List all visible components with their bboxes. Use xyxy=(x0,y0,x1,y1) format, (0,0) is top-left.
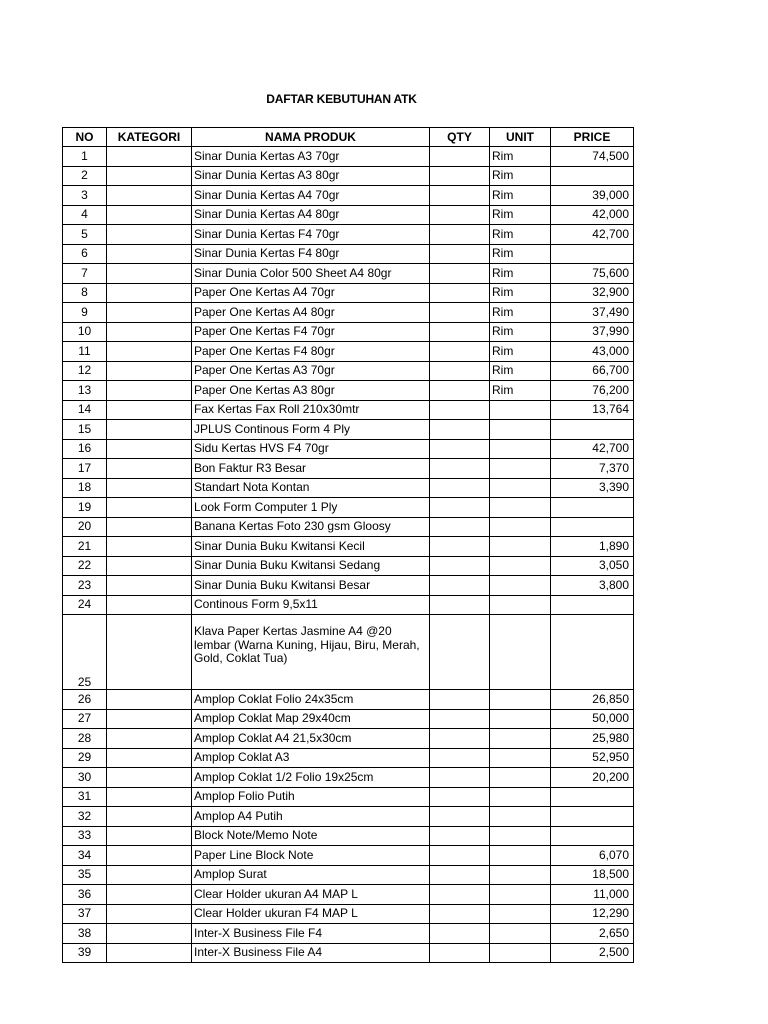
cell-nama-produk: Standart Nota Kontan xyxy=(192,478,430,498)
cell-nama-produk: Continous Form 9,5x11 xyxy=(192,595,430,615)
cell-kategori xyxy=(107,459,192,479)
table-row xyxy=(63,807,634,827)
cell-unit: Rim xyxy=(490,205,551,225)
cell-qty xyxy=(430,690,490,710)
cell-kategori xyxy=(107,166,192,186)
cell-nama-produk: Paper One Kertas F4 70gr xyxy=(192,322,430,342)
cell-kategori xyxy=(107,729,192,749)
cell-unit: Rim xyxy=(490,147,551,167)
cell-unit: Rim xyxy=(490,303,551,323)
cell-qty xyxy=(430,865,490,885)
cell-kategori xyxy=(107,885,192,905)
cell-qty xyxy=(430,729,490,749)
table-row xyxy=(63,595,634,615)
cell-kategori xyxy=(107,361,192,381)
table-row xyxy=(63,885,634,905)
cell-nama-produk: Sinar Dunia Buku Kwitansi Besar xyxy=(192,576,430,596)
cell-unit: Rim xyxy=(490,322,551,342)
cell-qty xyxy=(430,478,490,498)
cell-kategori xyxy=(107,924,192,944)
cell-qty xyxy=(430,748,490,768)
cell-nama-produk: Clear Holder ukuran F4 MAP L xyxy=(192,904,430,924)
cell-price: 13,764 xyxy=(551,400,634,420)
cell-no: 21 xyxy=(63,537,107,557)
cell-price xyxy=(551,498,634,518)
cell-qty xyxy=(430,420,490,440)
cell-unit xyxy=(490,459,551,479)
cell-qty xyxy=(430,576,490,596)
cell-no: 22 xyxy=(63,556,107,576)
cell-price xyxy=(551,615,634,690)
cell-unit: Rim xyxy=(490,166,551,186)
table-row xyxy=(63,439,634,459)
cell-qty xyxy=(430,166,490,186)
cell-price: 37,990 xyxy=(551,322,634,342)
cell-nama-produk: Paper One Kertas A3 70gr xyxy=(192,361,430,381)
cell-no: 13 xyxy=(63,381,107,401)
cell-qty xyxy=(430,400,490,420)
cell-qty xyxy=(430,924,490,944)
cell-no: 23 xyxy=(63,576,107,596)
cell-no: 12 xyxy=(63,361,107,381)
table-row xyxy=(63,690,634,710)
cell-kategori xyxy=(107,576,192,596)
table-row xyxy=(63,342,634,362)
cell-kategori xyxy=(107,690,192,710)
cell-no: 29 xyxy=(63,748,107,768)
cell-unit: Rim xyxy=(490,264,551,284)
table-row xyxy=(63,826,634,846)
cell-kategori xyxy=(107,478,192,498)
cell-qty xyxy=(430,498,490,518)
table-row xyxy=(63,615,634,690)
header-price: PRICE xyxy=(551,128,634,147)
cell-no: 11 xyxy=(63,342,107,362)
cell-nama-produk: Banana Kertas Foto 230 gsm Gloosy xyxy=(192,517,430,537)
cell-kategori xyxy=(107,787,192,807)
cell-qty xyxy=(430,303,490,323)
table-row xyxy=(63,478,634,498)
cell-no: 10 xyxy=(63,322,107,342)
cell-nama-produk: Sinar Dunia Buku Kwitansi Sedang xyxy=(192,556,430,576)
cell-no: 31 xyxy=(63,787,107,807)
cell-qty xyxy=(430,595,490,615)
cell-unit xyxy=(490,556,551,576)
cell-kategori xyxy=(107,709,192,729)
cell-unit xyxy=(490,807,551,827)
cell-qty xyxy=(430,709,490,729)
cell-unit xyxy=(490,846,551,866)
cell-kategori xyxy=(107,342,192,362)
cell-nama-produk: JPLUS Continous Form 4 Ply xyxy=(192,420,430,440)
table-row xyxy=(63,498,634,518)
table-body xyxy=(63,147,634,963)
cell-nama-produk: Look Form Computer 1 Ply xyxy=(192,498,430,518)
cell-nama-produk: Amplop Coklat Folio 24x35cm xyxy=(192,690,430,710)
cell-qty xyxy=(430,787,490,807)
atk-table xyxy=(62,127,634,963)
cell-qty xyxy=(430,556,490,576)
table-row xyxy=(63,303,634,323)
cell-unit xyxy=(490,885,551,905)
table-row xyxy=(63,244,634,264)
cell-qty xyxy=(430,826,490,846)
cell-nama-produk: Sinar Dunia Kertas A4 80gr xyxy=(192,205,430,225)
cell-no: 2 xyxy=(63,166,107,186)
cell-no: 4 xyxy=(63,205,107,225)
table-row xyxy=(63,904,634,924)
cell-nama-produk: Sinar Dunia Kertas A4 70gr xyxy=(192,186,430,206)
cell-price: 2,500 xyxy=(551,943,634,963)
cell-qty xyxy=(430,361,490,381)
cell-unit xyxy=(490,904,551,924)
cell-qty xyxy=(430,381,490,401)
cell-no: 8 xyxy=(63,283,107,303)
cell-qty xyxy=(430,147,490,167)
cell-unit xyxy=(490,826,551,846)
cell-price xyxy=(551,826,634,846)
cell-nama-produk: Amplop Coklat A4 21,5x30cm xyxy=(192,729,430,749)
cell-kategori xyxy=(107,264,192,284)
document-title: DAFTAR KEBUTUHAN ATK xyxy=(266,92,417,106)
cell-price: 42,700 xyxy=(551,225,634,245)
cell-price xyxy=(551,517,634,537)
cell-qty xyxy=(430,846,490,866)
header-row xyxy=(63,128,634,147)
table-row xyxy=(63,264,634,284)
cell-nama-produk: Paper One Kertas A3 80gr xyxy=(192,381,430,401)
cell-qty xyxy=(430,885,490,905)
cell-no: 6 xyxy=(63,244,107,264)
cell-kategori xyxy=(107,768,192,788)
table-row xyxy=(63,924,634,944)
cell-qty xyxy=(430,943,490,963)
cell-unit xyxy=(490,478,551,498)
cell-no: 14 xyxy=(63,400,107,420)
cell-kategori xyxy=(107,537,192,557)
cell-kategori xyxy=(107,439,192,459)
cell-price xyxy=(551,420,634,440)
cell-unit: Rim xyxy=(490,342,551,362)
table-row xyxy=(63,459,634,479)
header-qty: QTY xyxy=(430,128,490,147)
cell-kategori xyxy=(107,517,192,537)
cell-qty xyxy=(430,768,490,788)
cell-no: 28 xyxy=(63,729,107,749)
cell-unit xyxy=(490,748,551,768)
cell-price: 11,000 xyxy=(551,885,634,905)
cell-no: 27 xyxy=(63,709,107,729)
table-row xyxy=(63,846,634,866)
cell-qty xyxy=(430,517,490,537)
cell-unit xyxy=(490,768,551,788)
cell-price: 43,000 xyxy=(551,342,634,362)
cell-unit xyxy=(490,615,551,690)
cell-price: 50,000 xyxy=(551,709,634,729)
cell-nama-produk: Fax Kertas Fax Roll 210x30mtr xyxy=(192,400,430,420)
cell-nama-produk: Block Note/Memo Note xyxy=(192,826,430,846)
cell-kategori xyxy=(107,807,192,827)
cell-kategori xyxy=(107,826,192,846)
cell-kategori xyxy=(107,244,192,264)
table-row xyxy=(63,556,634,576)
cell-nama-produk: Amplop A4 Putih xyxy=(192,807,430,827)
cell-price xyxy=(551,787,634,807)
table-row xyxy=(63,147,634,167)
cell-price: 3,390 xyxy=(551,478,634,498)
cell-no: 15 xyxy=(63,420,107,440)
table-row xyxy=(63,748,634,768)
table-row xyxy=(63,729,634,749)
cell-kategori xyxy=(107,615,192,690)
cell-nama-produk: Sidu Kertas HVS F4 70gr xyxy=(192,439,430,459)
cell-unit xyxy=(490,690,551,710)
cell-unit xyxy=(490,517,551,537)
cell-unit xyxy=(490,924,551,944)
cell-kategori xyxy=(107,186,192,206)
cell-nama-produk: Paper One Kertas A4 70gr xyxy=(192,283,430,303)
cell-no: 16 xyxy=(63,439,107,459)
cell-price: 42,700 xyxy=(551,439,634,459)
cell-qty xyxy=(430,807,490,827)
cell-price: 26,850 xyxy=(551,690,634,710)
cell-unit xyxy=(490,943,551,963)
cell-price xyxy=(551,244,634,264)
cell-no: 18 xyxy=(63,478,107,498)
cell-kategori xyxy=(107,400,192,420)
cell-qty xyxy=(430,186,490,206)
cell-unit xyxy=(490,709,551,729)
cell-nama-produk: Sinar Dunia Buku Kwitansi Kecil xyxy=(192,537,430,557)
header-nama-produk: NAMA PRODUK xyxy=(192,128,430,147)
cell-price: 3,800 xyxy=(551,576,634,596)
cell-no: 32 xyxy=(63,807,107,827)
cell-unit xyxy=(490,787,551,807)
cell-no: 25 xyxy=(63,615,107,690)
cell-nama-produk: Sinar Dunia Kertas A3 70gr xyxy=(192,147,430,167)
cell-kategori xyxy=(107,381,192,401)
cell-nama-produk: Paper Line Block Note xyxy=(192,846,430,866)
cell-kategori xyxy=(107,595,192,615)
cell-nama-produk: Amplop Surat xyxy=(192,865,430,885)
cell-nama-produk: Bon Faktur R3 Besar xyxy=(192,459,430,479)
cell-price: 66,700 xyxy=(551,361,634,381)
cell-kategori xyxy=(107,283,192,303)
cell-no: 7 xyxy=(63,264,107,284)
cell-price: 20,200 xyxy=(551,768,634,788)
table-row xyxy=(63,517,634,537)
cell-qty xyxy=(430,342,490,362)
cell-price: 74,500 xyxy=(551,147,634,167)
cell-unit xyxy=(490,537,551,557)
cell-qty xyxy=(430,439,490,459)
cell-nama-produk: Amplop Coklat A3 xyxy=(192,748,430,768)
cell-kategori xyxy=(107,556,192,576)
table-row xyxy=(63,865,634,885)
cell-unit: Rim xyxy=(490,283,551,303)
cell-no: 24 xyxy=(63,595,107,615)
table-row xyxy=(63,205,634,225)
cell-price: 3,050 xyxy=(551,556,634,576)
cell-kategori xyxy=(107,303,192,323)
cell-nama-produk: Inter-X Business File F4 xyxy=(192,924,430,944)
cell-no: 19 xyxy=(63,498,107,518)
table-row xyxy=(63,361,634,381)
cell-no: 35 xyxy=(63,865,107,885)
cell-unit: Rim xyxy=(490,225,551,245)
cell-no: 26 xyxy=(63,690,107,710)
cell-kategori xyxy=(107,865,192,885)
table-row xyxy=(63,186,634,206)
table-row xyxy=(63,576,634,596)
cell-kategori xyxy=(107,846,192,866)
cell-no: 20 xyxy=(63,517,107,537)
table-row xyxy=(63,787,634,807)
cell-price xyxy=(551,595,634,615)
cell-nama-produk: Amplop Coklat 1/2 Folio 19x25cm xyxy=(192,768,430,788)
cell-unit: Rim xyxy=(490,186,551,206)
cell-unit xyxy=(490,865,551,885)
table-row xyxy=(63,166,634,186)
table-row xyxy=(63,943,634,963)
cell-no: 1 xyxy=(63,147,107,167)
cell-qty xyxy=(430,904,490,924)
cell-unit xyxy=(490,420,551,440)
cell-qty xyxy=(430,459,490,479)
cell-nama-produk: Sinar Dunia Kertas F4 70gr xyxy=(192,225,430,245)
cell-nama-produk: Clear Holder ukuran A4 MAP L xyxy=(192,885,430,905)
cell-qty xyxy=(430,264,490,284)
cell-qty xyxy=(430,537,490,557)
cell-price: 7,370 xyxy=(551,459,634,479)
cell-unit xyxy=(490,729,551,749)
cell-kategori xyxy=(107,147,192,167)
cell-no: 39 xyxy=(63,943,107,963)
cell-price: 18,500 xyxy=(551,865,634,885)
cell-price: 2,650 xyxy=(551,924,634,944)
cell-price: 39,000 xyxy=(551,186,634,206)
cell-unit xyxy=(490,595,551,615)
cell-kategori xyxy=(107,322,192,342)
table-row xyxy=(63,225,634,245)
cell-qty xyxy=(430,225,490,245)
cell-kategori xyxy=(107,420,192,440)
cell-nama-produk: Paper One Kertas F4 80gr xyxy=(192,342,430,362)
cell-price: 37,490 xyxy=(551,303,634,323)
cell-price: 32,900 xyxy=(551,283,634,303)
cell-qty xyxy=(430,615,490,690)
table-row xyxy=(63,400,634,420)
table-row xyxy=(63,709,634,729)
cell-nama-produk: Amplop Folio Putih xyxy=(192,787,430,807)
cell-unit xyxy=(490,400,551,420)
cell-price xyxy=(551,807,634,827)
table-row xyxy=(63,322,634,342)
table-row xyxy=(63,420,634,440)
cell-no: 38 xyxy=(63,924,107,944)
cell-unit xyxy=(490,498,551,518)
cell-nama-produk: Klava Paper Kertas Jasmine A4 @20 lembar (Warna Kuning, Hijau, Biru, Merah, Gold, Coklat Tua) xyxy=(192,615,430,690)
header-kategori: KATEGORI xyxy=(107,128,192,147)
cell-nama-produk: Sinar Dunia Kertas A3 80gr xyxy=(192,166,430,186)
cell-no: 33 xyxy=(63,826,107,846)
cell-price: 12,290 xyxy=(551,904,634,924)
cell-qty xyxy=(430,244,490,264)
cell-price: 52,950 xyxy=(551,748,634,768)
header-no: NO xyxy=(63,128,107,147)
cell-nama-produk: Amplop Coklat Map 29x40cm xyxy=(192,709,430,729)
cell-unit: Rim xyxy=(490,244,551,264)
cell-no: 34 xyxy=(63,846,107,866)
cell-no: 36 xyxy=(63,885,107,905)
cell-price xyxy=(551,166,634,186)
cell-kategori xyxy=(107,205,192,225)
cell-unit xyxy=(490,576,551,596)
cell-no: 3 xyxy=(63,186,107,206)
cell-kategori xyxy=(107,225,192,245)
cell-price: 1,890 xyxy=(551,537,634,557)
cell-kategori xyxy=(107,498,192,518)
cell-price: 42,000 xyxy=(551,205,634,225)
cell-no: 17 xyxy=(63,459,107,479)
cell-unit: Rim xyxy=(490,361,551,381)
cell-nama-produk: Inter-X Business File A4 xyxy=(192,943,430,963)
cell-price: 75,600 xyxy=(551,264,634,284)
cell-unit xyxy=(490,439,551,459)
cell-no: 9 xyxy=(63,303,107,323)
table-row xyxy=(63,768,634,788)
cell-kategori xyxy=(107,748,192,768)
table-row xyxy=(63,381,634,401)
cell-kategori xyxy=(107,943,192,963)
cell-kategori xyxy=(107,904,192,924)
cell-unit: Rim xyxy=(490,381,551,401)
cell-nama-produk: Paper One Kertas A4 80gr xyxy=(192,303,430,323)
cell-no: 30 xyxy=(63,768,107,788)
cell-qty xyxy=(430,322,490,342)
cell-price: 76,200 xyxy=(551,381,634,401)
cell-qty xyxy=(430,205,490,225)
cell-qty xyxy=(430,283,490,303)
table-row xyxy=(63,283,634,303)
cell-nama-produk: Sinar Dunia Kertas F4 80gr xyxy=(192,244,430,264)
cell-nama-produk: Sinar Dunia Color 500 Sheet A4 80gr xyxy=(192,264,430,284)
cell-price: 25,980 xyxy=(551,729,634,749)
cell-no: 37 xyxy=(63,904,107,924)
header-unit: UNIT xyxy=(490,128,551,147)
cell-no: 5 xyxy=(63,225,107,245)
cell-price: 6,070 xyxy=(551,846,634,866)
table-row xyxy=(63,537,634,557)
